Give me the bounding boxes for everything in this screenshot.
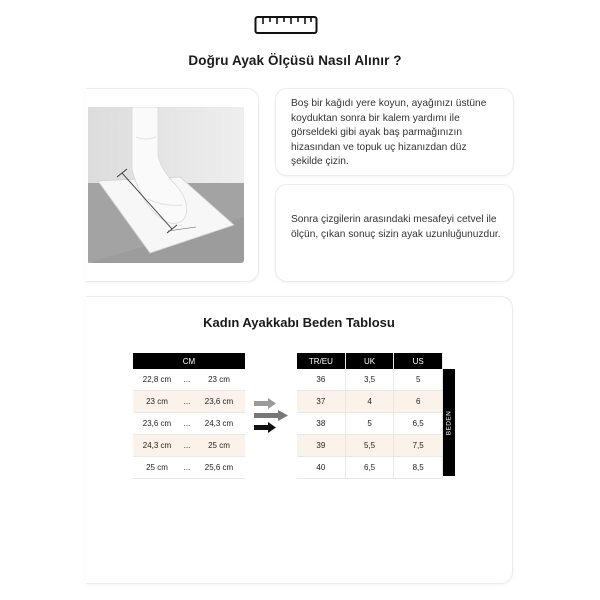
size-uk: 6,5 [345, 457, 394, 479]
table-row [297, 369, 443, 391]
size-tr-eu: 37 [297, 391, 345, 413]
cm-from: 23 cm [133, 391, 181, 413]
cm-to: 24,3 cm [193, 413, 245, 435]
cm-from: 23,6 cm [133, 413, 181, 435]
size-chart-card [86, 296, 513, 584]
size-header-tr-eu: TR/EU [297, 353, 345, 369]
cm-to: 23,6 cm [193, 391, 245, 413]
size-uk: 3,5 [345, 369, 394, 391]
arrows-right-icon [252, 397, 292, 437]
page-title: Doğru Ayak Ölçüsü Nasıl Alınır ? [188, 53, 402, 68]
cm-table [133, 353, 245, 479]
size-table [297, 353, 443, 479]
cm-separator: ... [181, 369, 193, 391]
table-row [297, 457, 443, 479]
foot-photo-card [86, 88, 259, 282]
size-uk: 4 [345, 391, 394, 413]
cm-to: 25 cm [193, 435, 245, 457]
size-us: 7,5 [394, 435, 443, 457]
cm-separator: ... [181, 391, 193, 413]
cm-separator: ... [181, 435, 193, 457]
size-tr-eu: 36 [297, 369, 345, 391]
cm-from: 24,3 cm [133, 435, 181, 457]
table-row [297, 413, 443, 435]
instruction-card-draw [275, 88, 514, 176]
table-row [297, 435, 443, 457]
table-row [133, 435, 245, 457]
table-row [133, 391, 245, 413]
size-tr-eu: 39 [297, 435, 345, 457]
size-header-uk: UK [345, 353, 394, 369]
size-uk: 5,5 [345, 435, 394, 457]
instruction-card-measure [275, 184, 514, 282]
size-uk: 5 [345, 413, 394, 435]
instruction-text-draw: Boş bir kağıdı yere koyun, ayağınızı üstüne koyduktan sonra bir kalem yardımı ile görseldeki gibi ayak baş parmağınızın hizasından ve topuk uç hizanızdan düz şekilde çizin. [291, 98, 487, 167]
table-row [133, 369, 245, 391]
size-chart-title: Kadın Ayakkabı Beden Tablosu [203, 315, 395, 330]
cm-from: 25 cm [133, 457, 181, 479]
beden-side-label [443, 369, 455, 476]
instruction-text-measure: Sonra çizgilerin arasındaki mesafeyi cetvel ile ölçün, çıkan sonuç sizin ayak uzunluğunuzdur. [291, 214, 501, 240]
table-row [133, 457, 245, 479]
size-us: 6 [394, 391, 443, 413]
cm-separator: ... [181, 457, 193, 479]
beden-label-text: BEDEN [445, 410, 453, 435]
cm-from: 22,8 cm [133, 369, 181, 391]
size-tr-eu: 38 [297, 413, 345, 435]
foot-measurement-photo [88, 107, 244, 263]
ruler-icon [254, 14, 318, 36]
size-header-us: US [394, 353, 443, 369]
table-row [297, 391, 443, 413]
cm-to: 23 cm [193, 369, 245, 391]
size-us: 6,5 [394, 413, 443, 435]
size-us: 5 [394, 369, 443, 391]
cm-header: CM [133, 353, 245, 369]
table-row [133, 413, 245, 435]
cm-to: 25,6 cm [193, 457, 245, 479]
cm-separator: ... [181, 413, 193, 435]
size-tr-eu: 40 [297, 457, 345, 479]
size-us: 8,5 [394, 457, 443, 479]
